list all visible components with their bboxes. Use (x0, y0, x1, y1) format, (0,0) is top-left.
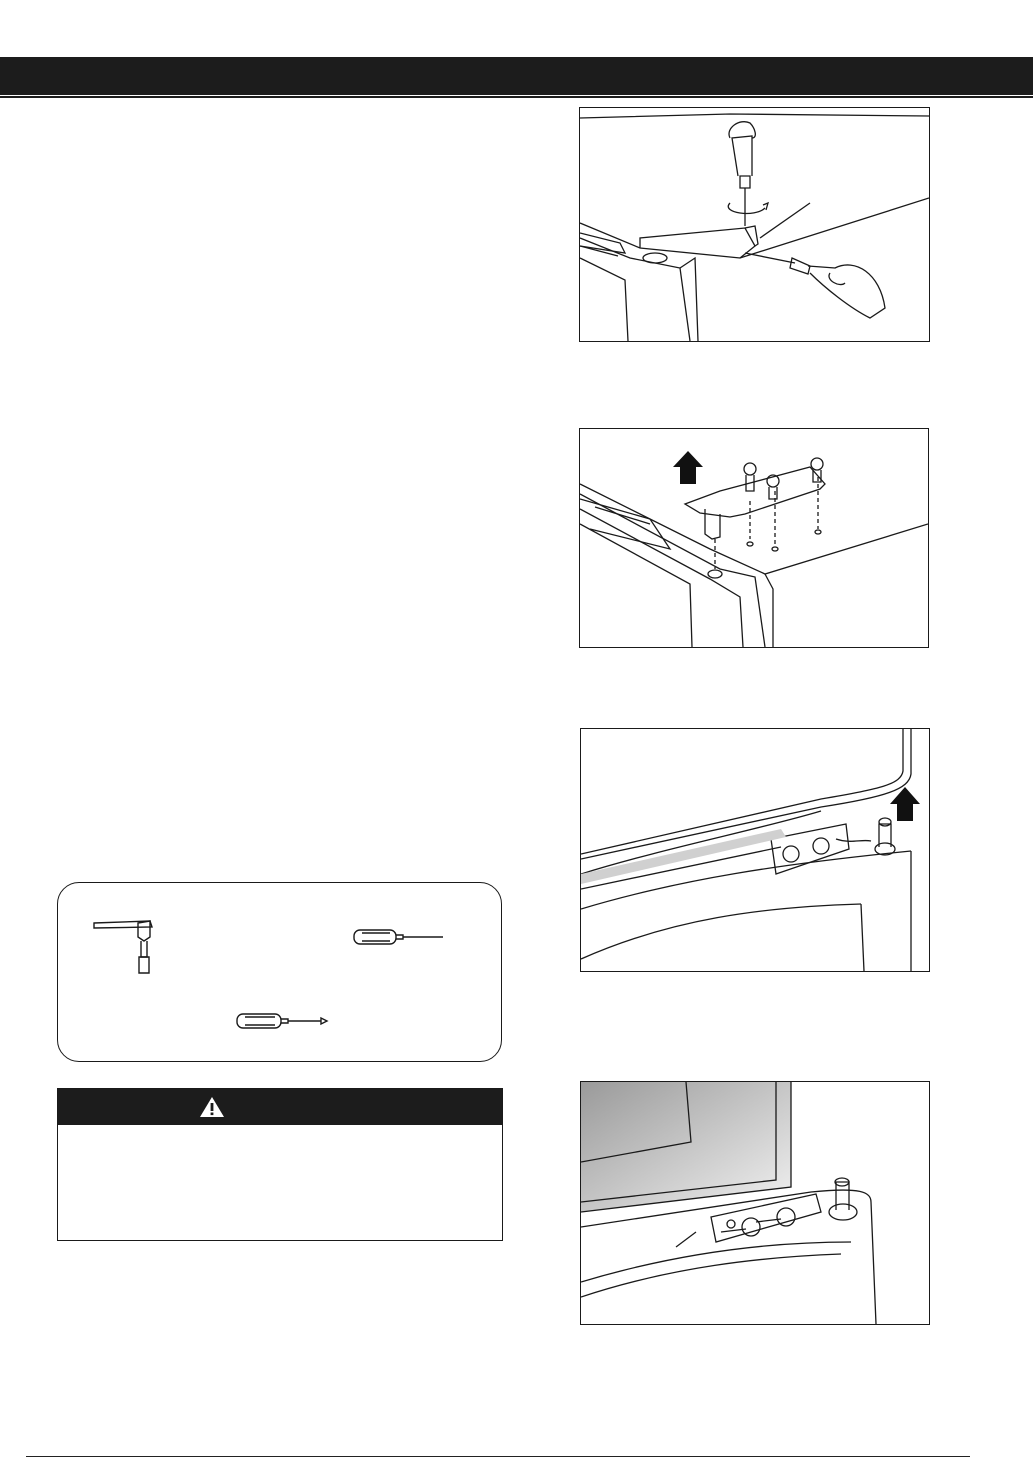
hinge-cover-illustration (580, 108, 929, 341)
figure-lift-door (580, 728, 930, 972)
figure-hinge-bolts (580, 1081, 930, 1325)
flat-screwdriver-icon (348, 925, 448, 949)
header-bar (0, 57, 1033, 95)
footer-rule (26, 1456, 970, 1457)
figure-top-hinge-removal (579, 428, 929, 648)
warning-box (57, 1088, 503, 1241)
phillips-screwdriver-icon (233, 1009, 333, 1033)
warning-header (58, 1089, 502, 1125)
tools-needed-box (57, 882, 502, 1062)
figure-hinge-cover-removal (579, 107, 930, 342)
warning-triangle-icon (199, 1096, 225, 1118)
lift-door-illustration (581, 729, 929, 971)
top-hinge-illustration (580, 429, 928, 647)
hinge-bolts-illustration (581, 1082, 929, 1324)
hex-socket-wrench-icon (90, 915, 170, 975)
